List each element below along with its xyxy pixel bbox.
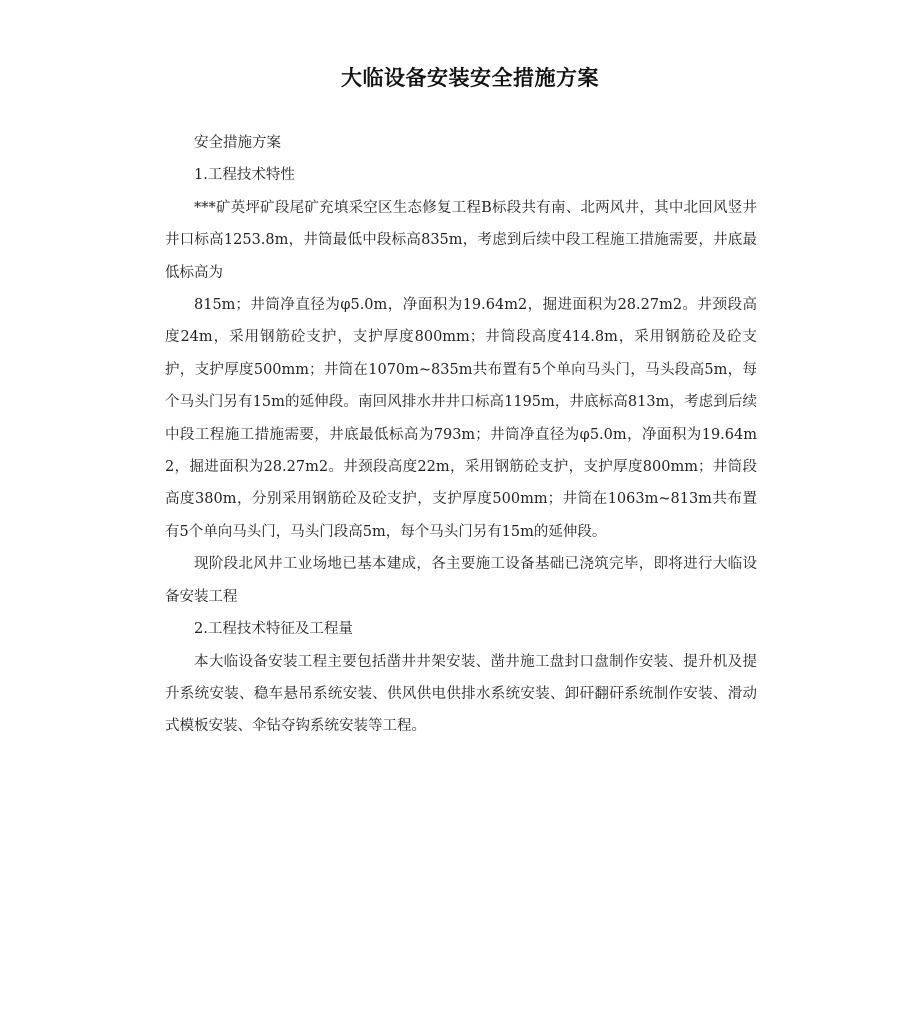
document-title: 大临设备安装安全措施方案: [341, 66, 599, 90]
paragraph-installation-scope: 本大临设备安装工程主要包括凿井井架安装、凿井施工盘封口盘制作安装、提升机及提升系统安装、稳车悬吊系统安装、供风供电供排水系统安装、卸矸翻矸系统制作安装、滑动式模板安装、伞钻夺钩系统安装等工程。: [165, 653, 757, 735]
paragraph-north-shaft-intro: ***矿英坪矿段尾矿充填采空区生态修复工程B标段共有南、北两风井，其中北回风竖井井口标高1253.8m，井筒最低中段标高835m，考虑到后续中段工程施工措施需要，井底最低标高为: [165, 199, 757, 281]
section-heading-technical-features: 1.工程技术特性: [194, 167, 295, 184]
paragraph-shaft-details: 815m；井筒净直径为φ5.0m，净面积为19.64m2，掘进面积为28.27m2。井颈段高度24m，采用钢筋砼支护，支护厚度800mm；井筒段高度414.8m，采用钢筋砼及砼支护，支护厚度500mm；井筒在1070m~835m共布置有5个单向马头门，马头段高5m，每个马头门另有15m的延伸段。南回风排水井井口标高1195m，井底标高813m，考虑到后续中段工程施工措施需要，井底最低标高为793m；井筒净直径为φ5.0m，净面积为19.64m2，掘进面积为28.27m2。井颈段高度22m，采用钢筋砼支护，支护厚度800mm；井筒段高度380m，分别采用钢筋砼及砼支护，支护厚度500mm；井筒在1063m~813m共布置有5个单向马头门，马头门段高5m，每个马头门另有15m的延伸段。: [165, 297, 757, 540]
paragraph-current-stage: 现阶段北风井工业场地已基本建成，各主要施工设备基础已浇筑完毕，即将进行大临设备安装工程: [165, 556, 757, 605]
section-heading-quantities: 2.工程技术特征及工程量: [194, 621, 353, 638]
section-heading-safety-plan: 安全措施方案: [194, 135, 281, 151]
document-body: [165, 127, 757, 743]
